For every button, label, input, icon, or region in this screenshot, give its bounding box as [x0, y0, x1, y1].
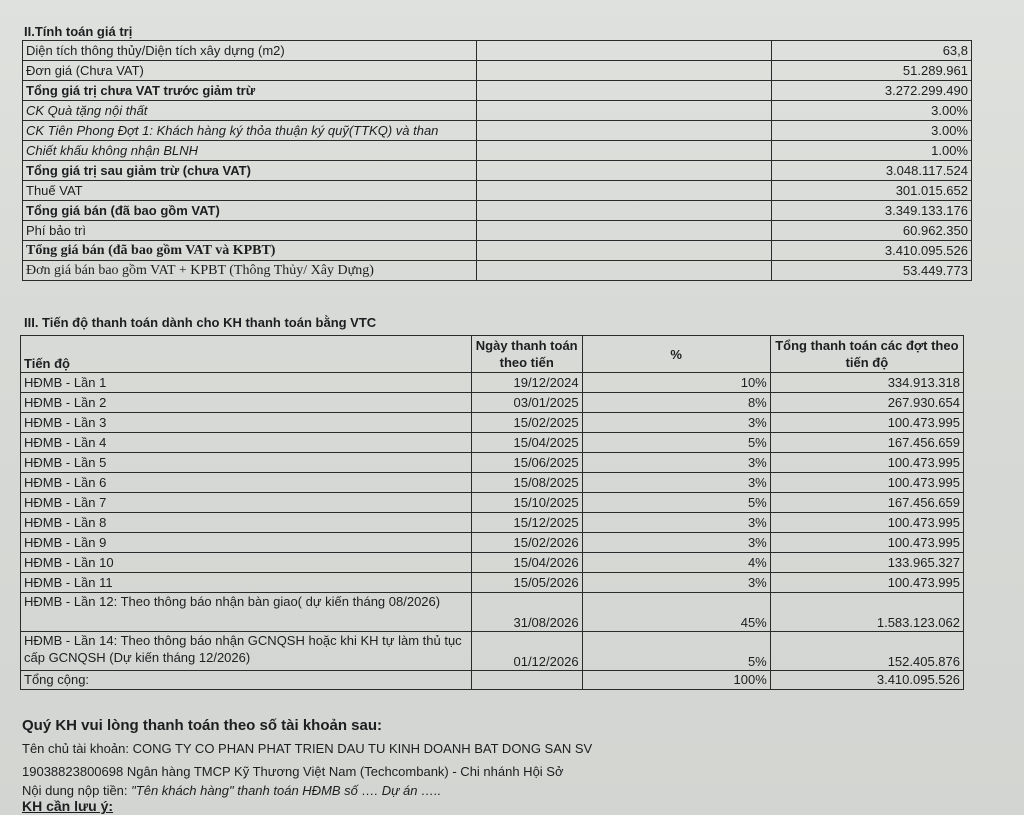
table-row: [23, 141, 972, 161]
customer-note-heading: KH cần lưu ý:: [22, 798, 114, 814]
table-row: [23, 241, 972, 261]
date-cell: 03/01/2025: [471, 393, 582, 413]
table-row: [21, 453, 964, 473]
percent-cell: 3%: [582, 413, 770, 433]
total-amount: 3.410.095.526: [770, 671, 963, 690]
table-row: [21, 513, 964, 533]
header-percent: %: [582, 336, 770, 373]
stage-cell: HĐMB - Lần 4: [21, 433, 472, 453]
table-row: [21, 393, 964, 413]
valuation-table: [22, 40, 972, 281]
date-cell: 01/12/2026: [471, 632, 582, 671]
date-cell: 15/12/2025: [471, 513, 582, 533]
percent-cell: 5%: [582, 493, 770, 513]
row-label: Diện tích thông thủy/Diện tích xây dựng (m2): [23, 41, 477, 61]
row-value: 3.048.117.524: [772, 161, 972, 181]
table-row: [21, 413, 964, 433]
amount-cell: 334.913.318: [770, 373, 963, 393]
stage-cell: HĐMB - Lần 5: [21, 453, 472, 473]
stage-cell: HĐMB - Lần 2: [21, 393, 472, 413]
stage-cell: HĐMB - Lần 10: [21, 553, 472, 573]
row-label: Tổng giá bán (đã bao gồm VAT và KPBT): [23, 241, 477, 261]
amount-cell: 100.473.995: [770, 473, 963, 493]
total-percent: 100%: [582, 671, 770, 690]
percent-cell: 5%: [582, 433, 770, 453]
stage-cell: HĐMB - Lần 11: [21, 573, 472, 593]
total-label: Tổng cộng:: [21, 671, 472, 690]
empty-cell: [476, 101, 772, 121]
date-cell: 15/05/2026: [471, 573, 582, 593]
amount-cell: 133.965.327: [770, 553, 963, 573]
account-owner: Tên chủ tài khoản: CONG TY CO PHAN PHAT TRIEN DAU TU KINH DOANH BAT DONG SAN SV: [22, 741, 593, 756]
table-row: [21, 433, 964, 453]
table-row: [21, 632, 964, 671]
row-label: Đơn giá (Chưa VAT): [23, 61, 477, 81]
row-value: 63,8: [772, 41, 972, 61]
empty-cell: [471, 671, 582, 690]
date-cell: 19/12/2024: [471, 373, 582, 393]
row-value: 3.272.299.490: [772, 81, 972, 101]
empty-cell: [476, 41, 772, 61]
empty-cell: [476, 261, 772, 281]
date-cell: 31/08/2026: [471, 593, 582, 632]
row-value: 301.015.652: [772, 181, 972, 201]
row-label: CK Quà tặng nội thất: [23, 101, 477, 121]
row-label: Phí bảo trì: [23, 221, 477, 241]
empty-cell: [476, 241, 772, 261]
date-cell: 15/06/2025: [471, 453, 582, 473]
amount-cell: 100.473.995: [770, 513, 963, 533]
table-row: [21, 473, 964, 493]
row-label: Tổng giá bán (đã bao gồm VAT): [23, 201, 477, 221]
date-cell: 15/10/2025: [471, 493, 582, 513]
table-row: [21, 373, 964, 393]
table-row: [21, 593, 964, 632]
header-total: Tổng thanh toán các đợt theo tiến độ: [770, 336, 963, 373]
table-row: [21, 553, 964, 573]
row-value: 3.00%: [772, 121, 972, 141]
amount-cell: 100.473.995: [770, 453, 963, 473]
percent-cell: 3%: [582, 453, 770, 473]
table-row: [21, 493, 964, 513]
row-value: 3.410.095.526: [772, 241, 972, 261]
table-row: [23, 181, 972, 201]
row-value: 3.00%: [772, 101, 972, 121]
empty-cell: [476, 201, 772, 221]
row-value: 51.289.961: [772, 61, 972, 81]
amount-cell: 100.473.995: [770, 533, 963, 553]
row-label: Đơn giá bán bao gồm VAT + KPBT (Thông Thủy/ Xây Dựng): [23, 261, 477, 281]
payment-schedule-table: [20, 335, 964, 690]
empty-cell: [476, 181, 772, 201]
stage-cell: HĐMB - Lần 1: [21, 373, 472, 393]
row-label: CK Tiên Phong Đợt 1: Khách hàng ký thỏa thuận ký quỹ(TTKQ) và than: [23, 121, 477, 141]
amount-cell: 167.456.659: [770, 493, 963, 513]
percent-cell: 3%: [582, 533, 770, 553]
stage-cell: HĐMB - Lần 14: Theo thông báo nhận GCNQSH hoặc khi KH tự làm thủ tục cấp GCNQSH (Dự kiến tháng 12/2026): [21, 632, 472, 671]
amount-cell: 267.930.654: [770, 393, 963, 413]
percent-cell: 3%: [582, 573, 770, 593]
table-row: [23, 81, 972, 101]
row-label: Thuế VAT: [23, 181, 477, 201]
row-label: Chiết khấu không nhận BLNH: [23, 141, 477, 161]
row-value: 60.962.350: [772, 221, 972, 241]
section-2-title: II.Tính toán giá trị: [24, 24, 133, 39]
payment-content-label: Nội dung nộp tiền:: [22, 783, 128, 798]
percent-cell: 10%: [582, 373, 770, 393]
date-cell: 15/08/2025: [471, 473, 582, 493]
table-row: [21, 533, 964, 553]
percent-cell: 8%: [582, 393, 770, 413]
amount-cell: 100.473.995: [770, 413, 963, 433]
percent-cell: 5%: [582, 632, 770, 671]
table-row: [23, 261, 972, 281]
date-cell: 15/04/2025: [471, 433, 582, 453]
percent-cell: 3%: [582, 513, 770, 533]
payment-instruction-heading: Quý KH vui lòng thanh toán theo số tài khoản sau:: [22, 717, 383, 734]
table-row: [23, 41, 972, 61]
table-row: [21, 573, 964, 593]
percent-cell: 45%: [582, 593, 770, 632]
date-cell: 15/02/2026: [471, 533, 582, 553]
table-row: [23, 221, 972, 241]
empty-cell: [476, 161, 772, 181]
account-number: 19038823800698 Ngân hàng TMCP Kỹ Thương Việt Nam (Techcombank) - Chi nhánh Hội Sở: [22, 764, 564, 779]
section-3-title: III. Tiến độ thanh toán dành cho KH thanh toán bằng VTC: [24, 315, 377, 330]
percent-cell: 3%: [582, 473, 770, 493]
stage-cell: HĐMB - Lần 7: [21, 493, 472, 513]
table-row: [23, 101, 972, 121]
amount-cell: 167.456.659: [770, 433, 963, 453]
stage-cell: HĐMB - Lần 6: [21, 473, 472, 493]
row-value: 1.00%: [772, 141, 972, 161]
header-progress: Tiến độ: [21, 336, 472, 373]
empty-cell: [476, 221, 772, 241]
payment-content: [22, 783, 441, 798]
header-date: Ngày thanh toán theo tiến: [471, 336, 582, 373]
percent-cell: 4%: [582, 553, 770, 573]
total-row: [21, 671, 964, 690]
table-header-row: [21, 336, 964, 373]
amount-cell: 1.583.123.062: [770, 593, 963, 632]
row-label: Tổng giá trị chưa VAT trước giảm trừ: [23, 81, 477, 101]
table-row: [23, 121, 972, 141]
stage-cell: HĐMB - Lần 12: Theo thông báo nhận bàn giao( dự kiến tháng 08/2026): [21, 593, 472, 632]
table-row: [23, 61, 972, 81]
empty-cell: [476, 121, 772, 141]
date-cell: 15/02/2025: [471, 413, 582, 433]
row-value: 53.449.773: [772, 261, 972, 281]
amount-cell: 100.473.995: [770, 573, 963, 593]
payment-content-value: "Tên khách hàng" thanh toán HĐMB số …. Dự án …..: [131, 783, 442, 798]
empty-cell: [476, 61, 772, 81]
empty-cell: [476, 81, 772, 101]
row-value: 3.349.133.176: [772, 201, 972, 221]
stage-cell: HĐMB - Lần 3: [21, 413, 472, 433]
amount-cell: 152.405.876: [770, 632, 963, 671]
date-cell: 15/04/2026: [471, 553, 582, 573]
stage-cell: HĐMB - Lần 8: [21, 513, 472, 533]
table-row: [23, 201, 972, 221]
empty-cell: [476, 141, 772, 161]
row-label: Tổng giá trị sau giảm trừ (chưa VAT): [23, 161, 477, 181]
table-row: [23, 161, 972, 181]
stage-cell: HĐMB - Lần 9: [21, 533, 472, 553]
